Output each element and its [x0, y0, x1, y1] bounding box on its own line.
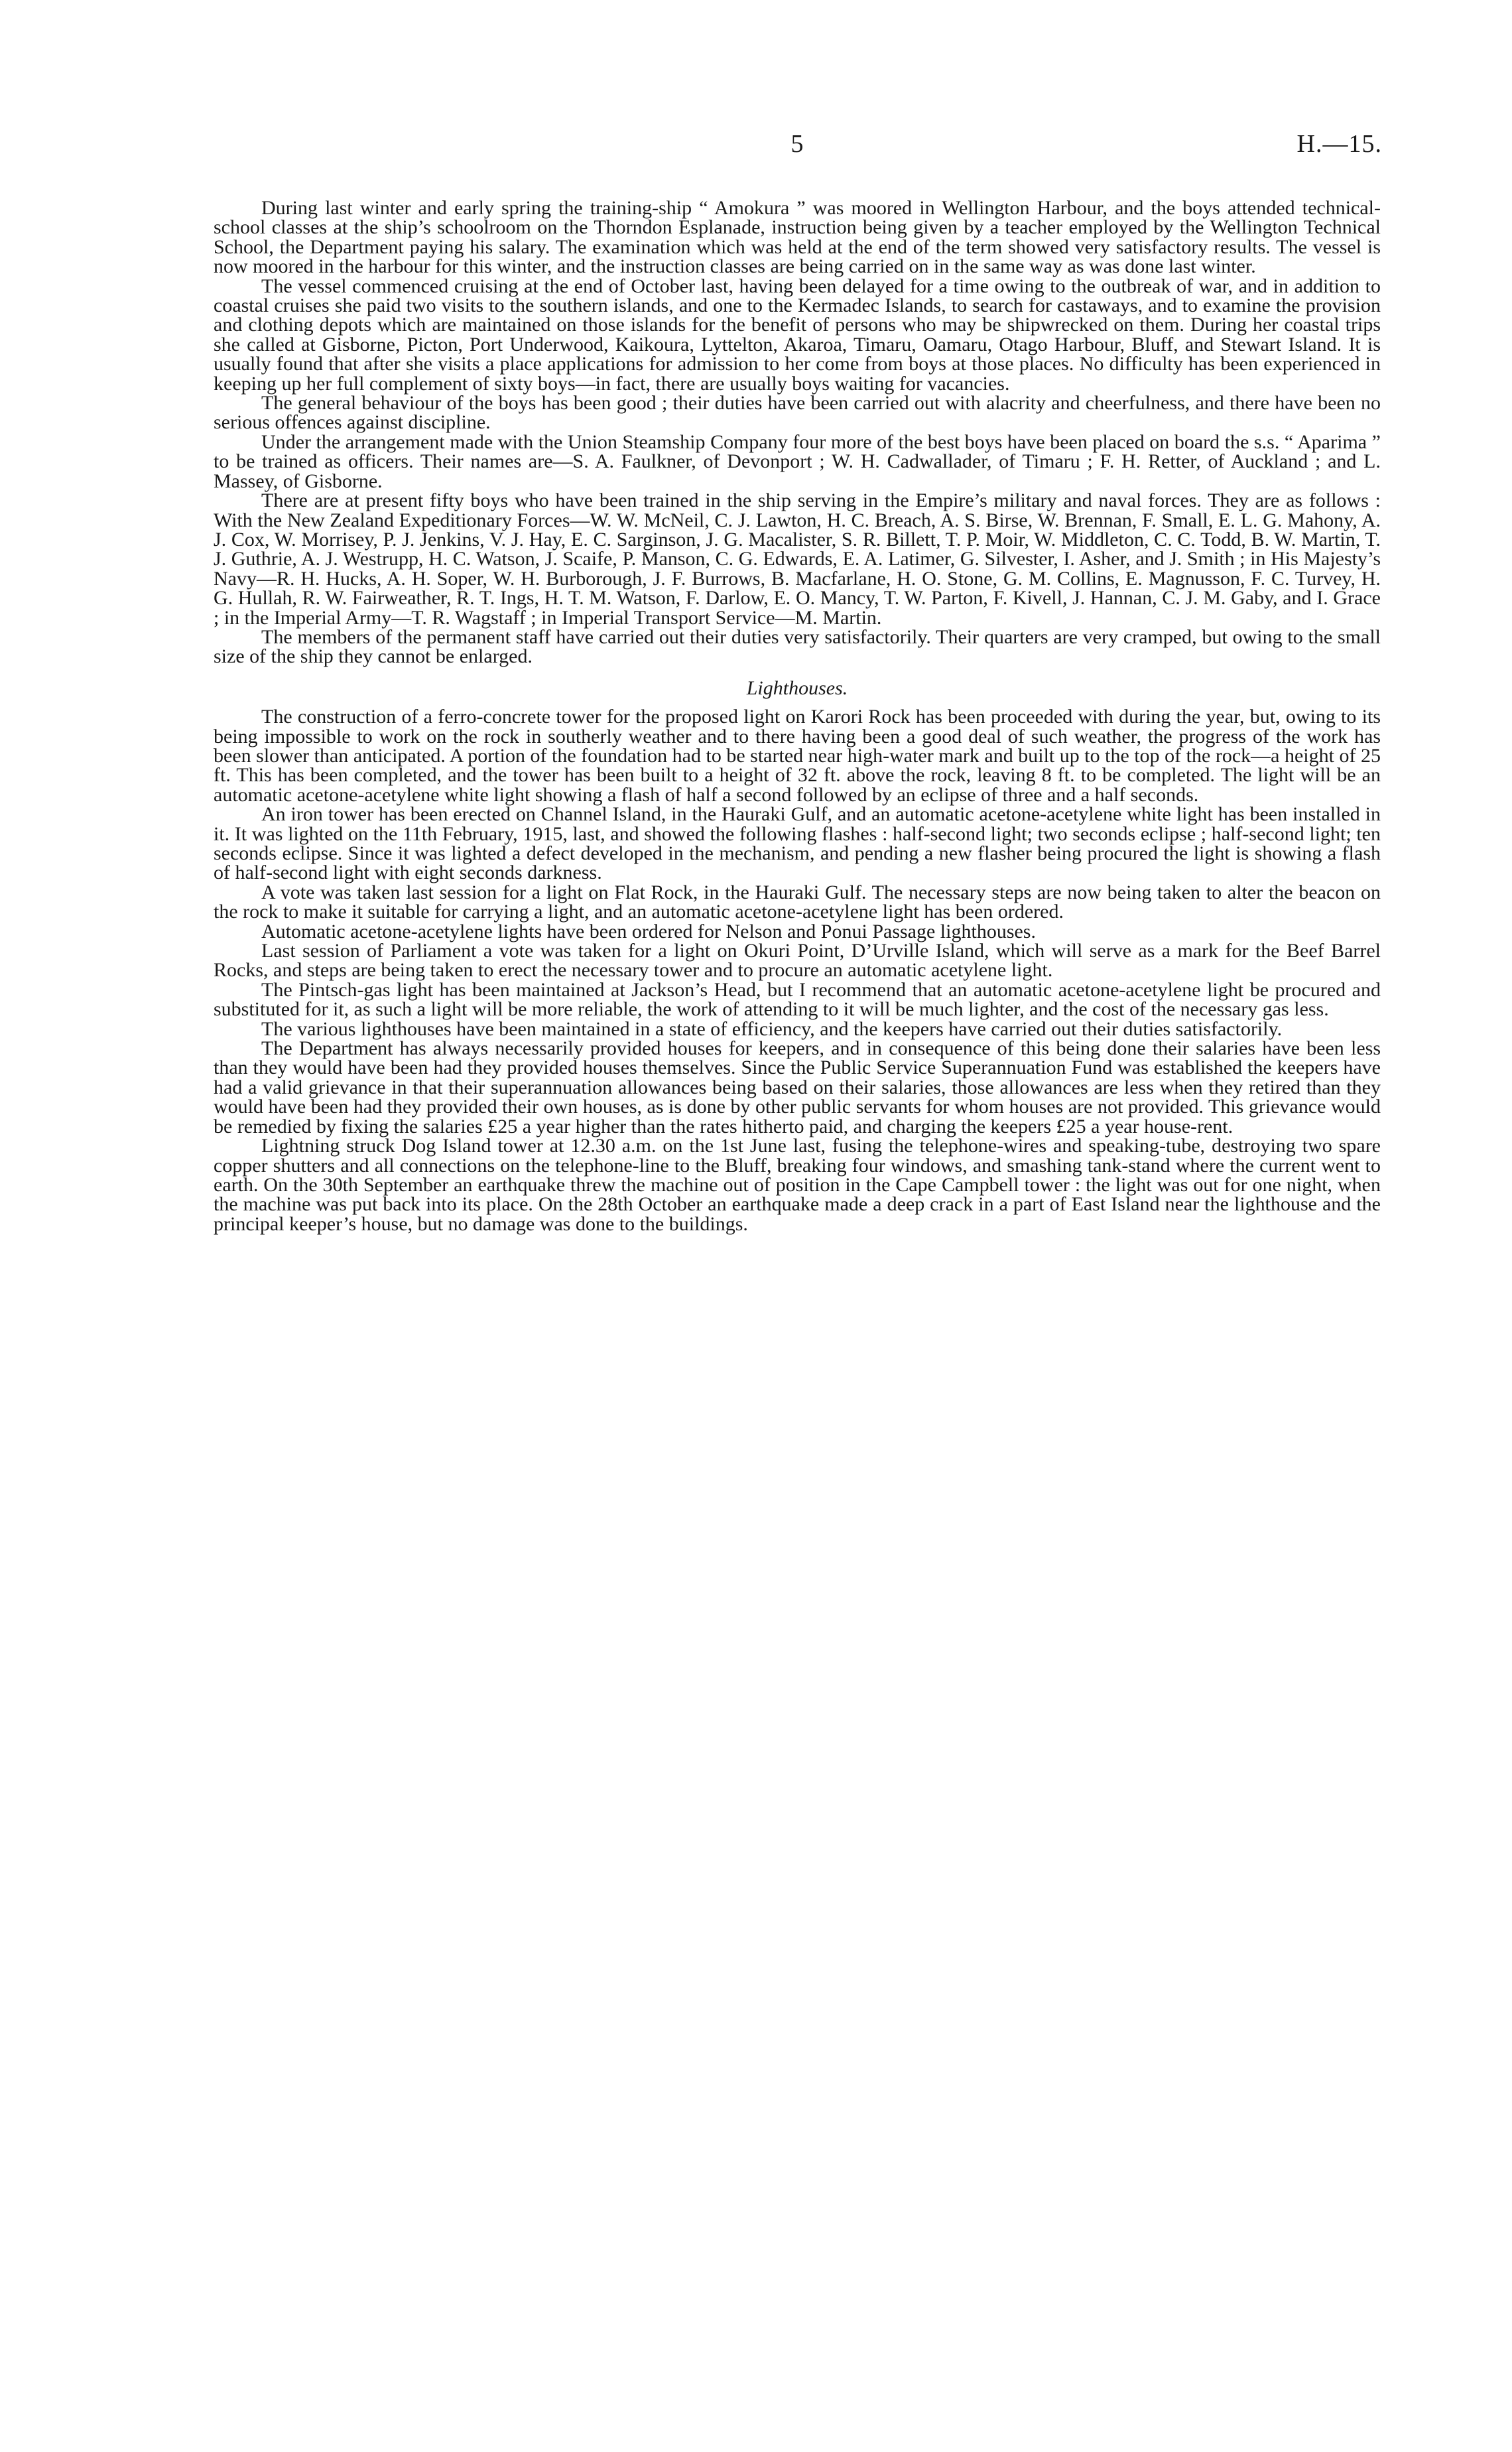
lighthouses-section — [214, 707, 1381, 1234]
paragraph: An iron tower has been erected on Channel Island, in the Hauraki Gulf, and an automatic acetone-acetylene white light has been installed in it. It was lighted on the 11th February, 1915, last, and showed the following flashes : half-second light; two seconds eclipse ; half-second light; ten seconds eclipse. Since it was lighted a defect developed in the mechanism, and pending a new flasher being procured the light is showing a flash of half-second light with eight seconds darkness. — [214, 803, 1381, 884]
document-reference: H.—15. — [1296, 130, 1382, 158]
document-page — [214, 129, 1381, 1234]
paragraph: The various lighthouses have been maintained in a state of efficiency, and the keepers have carried out their duties satisfactorily. — [261, 1017, 1283, 1040]
paragraph: The vessel commenced cruising at the end of October last, having been delayed for a time owing to the outbreak of war, and in addition to coastal cruises she paid two visits to the southern islands, and one to the Kermadec Islands, to search for castaways, and to examine the provision and clothing depots which are maintained on those islands for the benefit of persons who may be shipwrecked on them. During her coastal trips she called at Gisborne, Picton, Port Underwood, Kaikoura, Lyttelton, Akaroa, Timaru, Oamaru, Otago Harbour, Bluff, and Stewart Island. It is usually found that after she visits a place applications for admission to her come from boys at those places. No difficulty has been experienced in keeping up her full complement of sixty boys—in fact, there are usually boys waiting for vacancies. — [214, 275, 1381, 395]
paragraph: The Department has always necessarily provided houses for keepers, and in consequence of this being done their salaries have been less than they would have been had they provided houses themselves. Since the Public Service Superannuation Fund was established the keepers have had a valid grievance in that their superannuation allowances being based on their salaries, those allowances are less when they retired than they would have been had they provided their own houses, as is done by other public servants for whom houses are not provided. This grievance would be remedied by fixing the salaries £25 a year higher than the rates hitherto paid, and charging the keepers £25 a year house-rent. — [214, 1037, 1381, 1137]
paragraph: The Pintsch-gas light has been maintained at Jackson’s Head, but I recommend that an automatic acetone-acetylene light be procured and substituted for it, as such a light will be more reliable, the work of attending to it will be much lighter, and the cost of the necessary gas less. — [214, 978, 1381, 1021]
training-ship-section — [214, 198, 1381, 667]
paragraph: The members of the permanent staff have carried out their duties very satisfactorily. Their quarters are very cramped, but owing to the small size of the ship they cannot be enlarged. — [214, 625, 1381, 668]
paragraph: The general behaviour of the boys has been good ; their duties have been carried out with alacrity and cheerfulness, and there have been no serious offences against discipline. — [214, 392, 1381, 434]
page-header — [214, 129, 1381, 169]
paragraph: Automatic acetone-acetylene lights have been ordered for Nelson and Ponui Passage lighthouses. — [261, 920, 1036, 942]
page-number: 5 — [790, 130, 804, 158]
paragraph: Last session of Parliament a vote was taken for a light on Okuri Point, D’Urville Island, which will serve as a mark for the Beef Barrel Rocks, and steps are being taken to erect the necessary tower and to procure an automatic acetylene light. — [214, 940, 1381, 982]
paragraph: Under the arrangement made with the Union Steamship Company four more of the best boys have been placed on board the s.s. “ Aparima ” to be trained as officers. Their names are—S. A. Faulkner, of Devonport ; W. H. Cadwallader, of Timaru ; F. H. Retter, of Auckland ; and L. Massey, of Gisborne. — [214, 430, 1381, 492]
lighthouses-heading: Lighthouses. — [746, 677, 848, 699]
paragraph: Lightning struck Dog Island tower at 12.30 a.m. on the 1st June last, fusing the telephone-wires and speaking-tube, destroying two spare copper shutters and all connections on the telephone-line to the Bluff, breaking four windows, and smashing tank-stand where the current went to earth. On the 30th September an earthquake threw the machine out of position in the Cape Campbell tower : the light was out for one night, when the machine was put back into its place. On the 28th October an earthquake made a deep crack in a part of East Island near the lighthouse and the principal keeper’s house, but no damage was done to the buildings. — [214, 1135, 1381, 1235]
paragraph: There are at present fifty boys who have been trained in the ship serving in the Empire’s military and naval forces. They are as follows : With the New Zealand Expeditionary Forces—W. W. McNeil, C. J. Lawton, H. C. Breach, A. S. Birse, W. Brennan, F. Small, E. L. G. Mahony, A. J. Cox, W. Morrisey, P. J. Jenkins, V. J. Hay, E. C. Sarginson, J. G. Macalister, S. R. Billett, T. P. Moir, W. Middleton, C. C. Todd, B. W. Martin, T. J. Guthrie, A. J. Westrupp, H. C. Watson, J. Scaife, P. Manson, C. G. Edwards, E. A. Latimer, G. Silvester, I. Asher, and J. Smith ; in His Majesty’s Navy—R. H. Hucks, A. H. Soper, W. H. Burborough, J. F. Burrows, B. Macfarlane, H. O. Stone, G. M. Collins, E. Magnusson, F. C. Turvey, H. G. Hullah, R. W. Fairweather, R. T. Ings, H. T. M. Watson, F. Darlow, E. O. Mancy, T. W. Parton, F. Kivell, J. Hannan, C. J. M. Gaby, and I. Grace ; in the Imperial Army—T. R. Wagstaff ; in Imperial Transport Service—M. Martin. — [214, 489, 1381, 629]
paragraph: During last winter and early spring the training-ship “ Amokura ” was moored in Wellington Harbour, and the boys attended technical-school classes at the ship’s schoolroom on the Thorndon Esplanade, instruction being given by a teacher employed by the Wellington Technical School, the Department paying his salary. The examination which was held at the end of the term showed very satisfactory results. The vessel is now moored in the harbour for this winter, and the instruction classes are being carried on in the same way as was done last winter. — [214, 197, 1381, 278]
paragraph: A vote was taken last session for a light on Flat Rock, in the Hauraki Gulf. The necessary steps are now being taken to alter the beacon on the rock to make it suitable for carrying a light, and an automatic acetone-acetylene light has been ordered. — [214, 881, 1381, 923]
paragraph: The construction of a ferro-concrete tower for the proposed light on Karori Rock has been proceeded with during the year, but, owing to its being impossible to work on the rock in southerly weather and to there having been a good deal of such weather, the progress of the work has been slower than anticipated. A portion of the foundation had to be started near high-water mark and built up to the top of the rock—a height of 25 ft. This has been completed, and the tower has been built to a height of 32 ft. above the rock, leaving 8 ft. to be completed. The light will be an automatic acetone-acetylene white light showing a flash of half a second followed by an eclipse of three and a half seconds. — [214, 706, 1381, 806]
